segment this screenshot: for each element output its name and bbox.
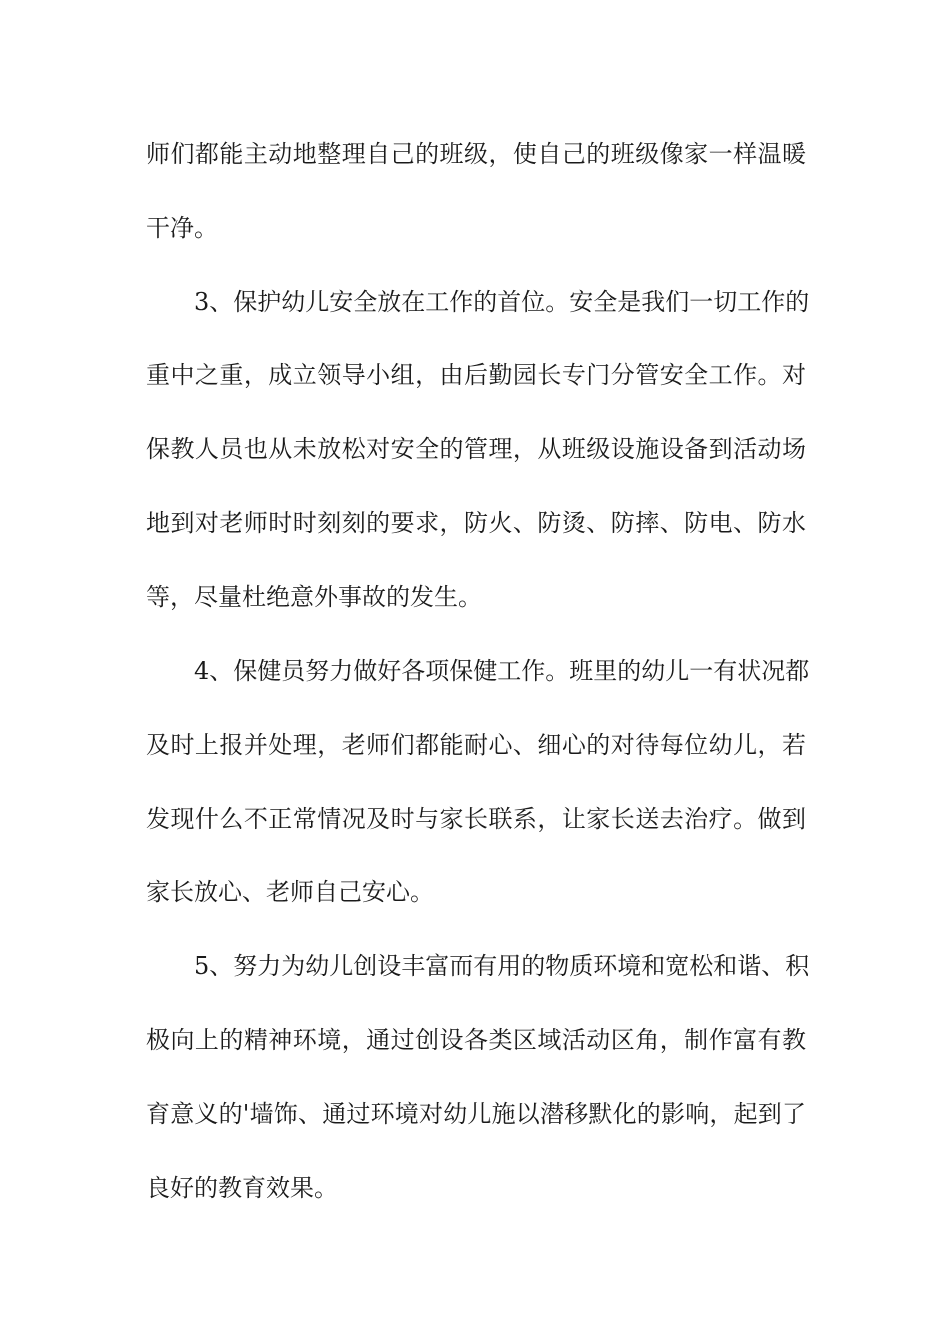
- text-line: 等，尽量杜绝意外事故的发生。: [146, 583, 482, 611]
- text-line: 重中之重，成立领导小组，由后勤园长专门分管安全工作。对: [146, 361, 806, 389]
- text-line: 师们都能主动地整理自己的班级，使自己的班级像家一样温暖: [146, 140, 806, 168]
- text-line: 干净。: [146, 214, 218, 242]
- text-line: 极向上的精神环境，通过创设各类区域活动区角，制作富有教: [146, 1026, 806, 1054]
- paragraph-3-line: 3、保护幼儿安全放在工作的首位。安全是我们一切工作的: [194, 288, 810, 316]
- text-line: 家长放心、老师自己安心。: [146, 878, 434, 906]
- paragraph-5-line: 5、努力为幼儿创设丰富而有用的物质环境和宽松和谐、积: [194, 952, 810, 980]
- text-line: 及时上报并处理，老师们都能耐心、细心的对待每位幼儿，若: [146, 731, 806, 759]
- text-line: 保教人员也从未放松对安全的管理，从班级设施设备到活动场: [146, 435, 806, 463]
- text-line: 地到对老师时时刻刻的要求，防火、防烫、防摔、防电、防水: [146, 509, 806, 537]
- text-line: 良好的教育效果。: [146, 1174, 338, 1202]
- text-line: 育意义的'墙饰、通过环境对幼儿施以潜移默化的影响，起到了: [146, 1100, 806, 1128]
- paragraph-4-line: 4、保健员努力做好各项保健工作。班里的幼儿一有状况都: [194, 657, 810, 685]
- text-line: 发现什么不正常情况及时与家长联系，让家长送去治疗。做到: [146, 805, 806, 833]
